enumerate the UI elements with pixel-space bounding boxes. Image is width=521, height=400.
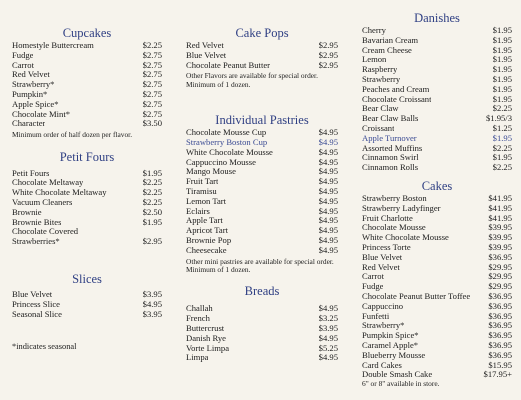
menu-item <box>12 198 162 208</box>
menu-item-name: White Chocolate Meltaway <box>12 188 107 198</box>
menu-item-price: $5.25 <box>318 342 338 353</box>
menu-item-price: $2.25 <box>142 177 162 188</box>
menu-item-name: Blueberry Mousse <box>362 350 426 360</box>
menu-item-price: $4.95 <box>318 225 338 236</box>
menu-item-name: White Chocolate Mousse <box>186 147 273 157</box>
menu-item-price: $3.95 <box>142 308 162 319</box>
menu-item-name: Cheesecake <box>186 245 227 255</box>
menu-item-name: Funfetti <box>362 311 390 321</box>
menu-item <box>12 80 162 90</box>
slices-heading: Slices <box>72 271 102 286</box>
cupcakes-section <box>12 26 162 140</box>
menu-item-name: Limpa <box>186 353 209 363</box>
menu-item <box>362 124 512 134</box>
menu-item-name: Princess Torte <box>362 242 411 252</box>
menu-item-price: $1.95 <box>492 93 512 104</box>
menu-item-name: Red Velvet <box>186 41 224 50</box>
menu-item <box>12 310 162 320</box>
menu-item-name: Bear Claw Balls <box>362 114 419 124</box>
menu-item-price: $29.95 <box>488 281 512 292</box>
menu-item <box>12 110 162 120</box>
menu-item-price: $1.95 <box>492 83 512 94</box>
menu-item-price: $15.95 <box>488 359 512 370</box>
menu-item-name: Cappuccino <box>362 301 404 311</box>
menu-item-name: White Chocolate Mousse <box>362 233 449 243</box>
menu-item-price: $2.95 <box>142 236 162 247</box>
menu-item-price: $39.95 <box>488 241 512 252</box>
menu-item-name: Seasonal Slice <box>12 309 62 319</box>
menu-item-name: Caramel Apple* <box>362 340 419 350</box>
menu-item-price: $29.95 <box>488 261 512 272</box>
menu-item-name: Bear Claw <box>362 104 399 114</box>
menu-item-name: Chocolate Peanut Butter Toffee <box>362 291 471 301</box>
menu-item-price: $2.25 <box>492 103 512 114</box>
menu-item-price: $4.95 <box>318 166 338 177</box>
menu-item-name: Croissant <box>362 123 395 133</box>
danishes-section <box>362 11 512 173</box>
menu-item-price: $4.95 <box>142 298 162 309</box>
menu-item-name: Chocolate Croissant <box>362 94 432 104</box>
menu-item-name: Strawberry Boston <box>362 193 427 203</box>
slices-section <box>12 272 162 319</box>
menu-item-name: Lemon <box>362 55 387 65</box>
menu-item-name: Raspberry <box>362 65 398 75</box>
menu-item-name: Brownie Pop <box>186 235 232 245</box>
danishes-list <box>362 26 512 173</box>
petit-fours-section <box>12 150 162 247</box>
menu-item-price: $2.25 <box>492 142 512 153</box>
menu-item <box>12 237 162 247</box>
menu-item-price: $29.95 <box>488 271 512 282</box>
menu-item <box>362 75 512 85</box>
menu-item-name: Blue Velvet <box>362 252 403 262</box>
menu-item-price: $4.95 <box>318 234 338 245</box>
menu-item-name: Eclairs <box>186 206 210 216</box>
menu-item <box>12 178 162 188</box>
menu-item <box>12 100 162 110</box>
menu-item-name: Chocolate Peanut Butter <box>186 60 271 70</box>
menu-item-name: Strawberry Ladyfinger <box>362 203 441 213</box>
menu-item-price: $4.95 <box>318 303 338 314</box>
menu-item-name: Bavarian Cream <box>362 35 419 45</box>
menu-item-price: $39.95 <box>488 232 512 243</box>
petit-fours-heading: Petit Fours <box>59 149 115 164</box>
menu-item-price: $2.75 <box>142 108 162 119</box>
menu-item-price: $2.95 <box>318 40 338 50</box>
menu-item <box>186 226 338 236</box>
menu-item-name: Double Smash Cake <box>362 370 433 380</box>
menu-item <box>12 227 162 237</box>
menu-item <box>186 51 338 61</box>
menu-item-price: $2.75 <box>142 79 162 90</box>
menu-item <box>186 138 338 148</box>
cake-pops-note: Other Flavors are available for special order. Minimum of 1 dozen. <box>186 71 318 89</box>
menu-item-name: Challah <box>186 304 213 314</box>
menu-item <box>186 41 338 51</box>
menu-item <box>362 55 512 65</box>
menu-item-price: $2.95 <box>318 49 338 60</box>
menu-item-price: $1.95 <box>492 34 512 45</box>
menu-item <box>186 236 338 246</box>
menu-item <box>362 46 512 56</box>
menu-item-name: Fudge <box>12 50 34 60</box>
menu-item-price: $2.25 <box>142 196 162 207</box>
menu-item-name: Tiramisu <box>186 186 217 196</box>
menu-item <box>12 90 162 100</box>
menu-item-price: $4.95 <box>318 137 338 147</box>
menu-item <box>186 167 338 177</box>
menu-item <box>12 70 162 80</box>
menu-item-name: Pumpkin* <box>12 89 48 99</box>
individual-pastries-list <box>186 128 338 255</box>
individual-pastries-section <box>186 113 338 274</box>
menu-item <box>186 216 338 226</box>
menu-item-name: Blue Velvet <box>186 50 227 60</box>
cake-pops-heading: Cake Pops <box>235 26 289 40</box>
menu-item-price: $17.95+ <box>483 369 512 380</box>
menu-item-name: Fruit Tart <box>186 177 219 187</box>
menu-item-price: $4.95 <box>318 195 338 206</box>
menu-item <box>362 26 512 36</box>
menu-item-name: Homestyle Buttercream <box>12 41 94 50</box>
menu-item <box>12 208 162 218</box>
menu-item-name: Lemon Tart <box>186 196 227 206</box>
menu-item-name: Apple Spice* <box>12 99 59 109</box>
menu-item-price: $4.95 <box>318 215 338 226</box>
menu-item <box>12 61 162 71</box>
menu-item-price: $1.95 <box>492 44 512 55</box>
menu-item <box>12 300 162 310</box>
menu-item <box>362 144 512 154</box>
menu-item-price: $36.95 <box>488 320 512 331</box>
menu-item-name: Apple Turnover <box>362 133 417 143</box>
seasonal-footnote: *indicates seasonal <box>12 342 77 352</box>
menu-item <box>362 85 512 95</box>
menu-item-name: French <box>186 314 210 324</box>
menu-item-name: Strawberry* <box>362 321 405 331</box>
menu-item <box>186 304 338 314</box>
menu-item-name: Character <box>12 119 46 129</box>
menu-item <box>12 51 162 61</box>
menu-item-price: $1.95/3 <box>485 113 512 124</box>
menu-item <box>186 197 338 207</box>
menu-item-name: Brownie <box>12 207 42 217</box>
menu-item-price: $39.95 <box>488 222 512 233</box>
menu-item-name: Apricot Tart <box>186 226 228 236</box>
menu-item-name: Chocolate Mousse Cup <box>186 128 267 138</box>
menu-item-price: $2.25 <box>142 187 162 198</box>
menu-item-price: $41.95 <box>488 212 512 223</box>
menu-item-price: $4.95 <box>318 185 338 196</box>
menu-item-name: Strawberry <box>362 74 401 84</box>
menu-item-price: $2.75 <box>142 69 162 80</box>
menu-item-price: $2.25 <box>492 162 512 173</box>
cupcakes-note: Minimum order of half dozen per flavor. <box>12 130 133 140</box>
menu-item-price: $2.75 <box>142 49 162 60</box>
menu-item-price: $4.95 <box>318 176 338 187</box>
menu-item-price: $3.25 <box>318 313 338 324</box>
menu-item-name: Brownie Bites <box>12 217 62 227</box>
menu-item <box>12 169 162 179</box>
menu-item-name: Cherry <box>362 26 386 35</box>
menu-item-name: Red Velvet <box>12 70 50 80</box>
menu-item-price: $4.95 <box>318 127 338 138</box>
menu-item <box>186 148 338 158</box>
menu-item-price: $3.95 <box>318 322 338 333</box>
menu-item <box>186 158 338 168</box>
cakes-note: 6" or 8" available in store. <box>362 379 440 389</box>
menu-item-price: $4.95 <box>318 205 338 216</box>
menu-item-name: Danish Rye <box>186 333 226 343</box>
menu-item-price: $3.95 <box>142 288 162 299</box>
menu-item-price: $4.95 <box>318 332 338 343</box>
menu-item-price: $1.95 <box>492 132 512 143</box>
menu-item <box>362 163 512 173</box>
menu-item <box>186 314 338 324</box>
menu-item-name: Peaches and Cream <box>362 84 430 94</box>
cupcakes-list <box>12 41 162 129</box>
menu-item <box>186 353 338 363</box>
individual-pastries-note: Other mini pastries are available for special order. Minimum of 1 dozen. <box>186 256 334 274</box>
menu-item <box>362 36 512 46</box>
menu-item-name: Strawberry Boston Cup <box>186 138 268 147</box>
menu-item <box>362 153 512 163</box>
menu-item <box>186 344 338 354</box>
menu-item-name: Vacuum Cleaners <box>12 197 73 207</box>
menu-item-price: $1.95 <box>492 25 512 35</box>
menu-item-price: $36.95 <box>488 330 512 341</box>
breads-list <box>186 304 338 363</box>
menu-item <box>186 177 338 187</box>
menu-item-price: $1.95 <box>492 64 512 75</box>
slices-list <box>12 290 162 319</box>
menu-item <box>362 95 512 105</box>
menu-item-name: Strawberries* <box>12 237 60 247</box>
menu-item-price: $1.95 <box>492 152 512 163</box>
menu-item <box>12 290 162 300</box>
menu-item-price: $36.95 <box>488 339 512 350</box>
menu-item-name: Chocolate Covered <box>12 227 79 237</box>
menu-item-name: Princess Slice <box>12 299 60 309</box>
breads-heading: Breads <box>244 284 280 299</box>
cakes-section <box>362 179 512 389</box>
menu-item-price: $2.50 <box>142 206 162 217</box>
menu-item-price: $1.95 <box>142 216 162 227</box>
menu-item-name: Carrot <box>12 60 34 70</box>
menu-item-name: Fruit Charlotte <box>362 213 413 223</box>
menu-item-name: Chocolate Meltaway <box>12 178 84 188</box>
cake-pops-section <box>186 26 338 89</box>
menu-item <box>186 61 338 71</box>
menu-item <box>186 187 338 197</box>
menu-item-name: Strawberry* <box>12 80 55 90</box>
menu-item-name: Card Cakes <box>362 360 402 370</box>
menu-item-price: $36.95 <box>488 290 512 301</box>
menu-item-name: Red Velvet <box>362 262 400 272</box>
menu-item-price: $36.95 <box>488 349 512 360</box>
menu-item-name: Fudge <box>362 282 384 292</box>
menu-item-name: Carrot <box>362 272 384 282</box>
menu-item-price: $3.50 <box>142 118 162 129</box>
menu-item <box>186 334 338 344</box>
menu-column-middle <box>186 0 338 363</box>
menu-item-price: $4.95 <box>318 244 338 255</box>
menu-item <box>362 114 512 124</box>
menu-column-right <box>362 0 512 389</box>
menu-column-left <box>12 0 162 352</box>
menu-item-name: Buttercrust <box>186 323 225 333</box>
menu-item <box>12 119 162 129</box>
menu-item-price: $1.25 <box>492 122 512 133</box>
menu-item-name: Assorted Muffins <box>362 143 423 153</box>
menu-item-price: $2.75 <box>142 98 162 109</box>
cake-pops-list <box>186 41 338 70</box>
menu-item <box>12 188 162 198</box>
menu-item-name: Cinnamon Swirl <box>362 153 419 163</box>
menu-item <box>186 207 338 217</box>
menu-item-name: Chocolate Mint* <box>12 109 70 119</box>
menu-item-price: $1.95 <box>492 54 512 65</box>
menu-item <box>12 218 162 228</box>
individual-pastries-heading: Individual Pastries <box>215 113 309 128</box>
menu-item-name: Vorte Limpa <box>186 343 230 353</box>
menu-item-price: $4.95 <box>318 352 338 363</box>
menu-item-name: Chocolate Mousse <box>362 223 426 233</box>
breads-section <box>186 284 338 363</box>
menu-item-price: $36.95 <box>488 300 512 311</box>
cakes-list <box>362 194 512 380</box>
menu-item-price: $4.95 <box>318 156 338 167</box>
cupcakes-heading: Cupcakes <box>62 26 112 40</box>
menu-item <box>186 324 338 334</box>
menu-item <box>186 246 338 256</box>
menu-item-price: $36.95 <box>488 310 512 321</box>
menu-item-price: $4.95 <box>318 146 338 157</box>
petit-fours-list <box>12 169 162 247</box>
menu-item-price: $41.95 <box>488 202 512 213</box>
menu-item-price: $36.95 <box>488 251 512 262</box>
menu-item-name: Pumpkin Spice* <box>362 331 419 341</box>
menu-item-name: Cappuccino Mousse <box>186 157 256 167</box>
menu-item-price: $41.95 <box>488 192 512 203</box>
menu-item-name: Mango Mouse <box>186 167 236 177</box>
danishes-heading: Danishes <box>414 11 460 25</box>
menu-item-name: Cinnamon Rolls <box>362 163 419 173</box>
menu-item <box>362 65 512 75</box>
menu-item-name: Cream Cheese <box>362 45 412 55</box>
menu-item-price: $2.75 <box>142 59 162 70</box>
menu-item <box>186 128 338 138</box>
menu-item-name: Apple Tart <box>186 216 223 226</box>
cakes-heading: Cakes <box>421 178 453 193</box>
menu-item-price: $1.95 <box>142 167 162 178</box>
menu-item-name: Blue Velvet <box>12 289 53 299</box>
menu-item-name: Petit Fours <box>12 168 50 178</box>
menu-item-price: $2.75 <box>142 88 162 99</box>
menu-item <box>12 41 162 51</box>
menu-item-price: $2.95 <box>318 59 338 70</box>
menu-item-price: $1.95 <box>492 73 512 84</box>
menu-item <box>362 134 512 144</box>
menu-item-price: $2.25 <box>142 40 162 50</box>
